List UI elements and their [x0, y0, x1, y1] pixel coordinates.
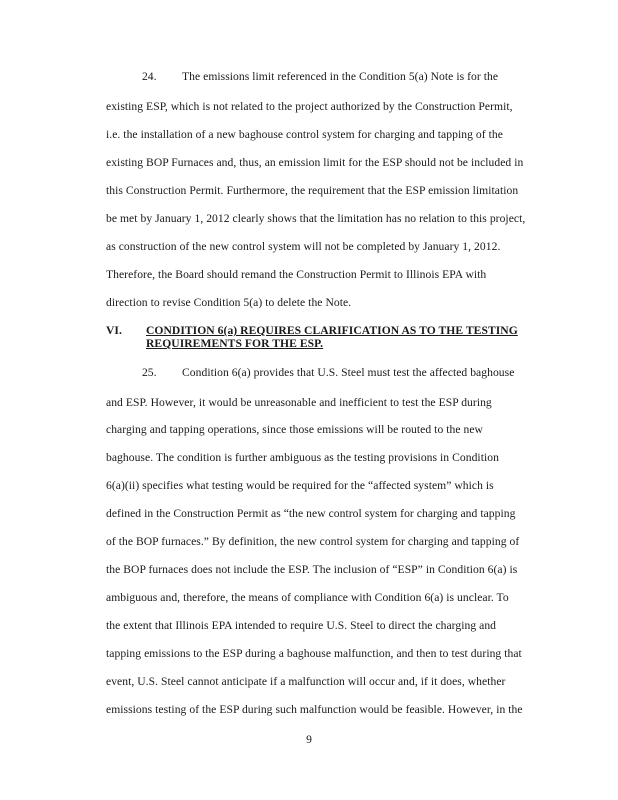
- paragraph-line: i.e. the installation of a new baghouse control system for charging and tapping of the: [106, 128, 503, 141]
- section-heading: REQUIREMENTS FOR THE ESP.: [146, 337, 324, 350]
- paragraph-line: existing ESP, which is not related to the project authorized by the Construction Permit,: [106, 100, 513, 113]
- paragraph-line: event, U.S. Steel cannot anticipate if a malfunction will occur and, if it does, whether: [106, 675, 506, 688]
- section-numeral: VI.: [106, 324, 122, 337]
- paragraph-line: The emissions limit referenced in the Condition 5(a) Note is for the: [182, 70, 499, 83]
- paragraph-line: 6(a)(ii) specifies what testing would be required for the “affected system” which is: [106, 479, 494, 492]
- section-heading: CONDITION 6(a) REQUIRES CLARIFICATION AS TO THE TESTING: [146, 324, 518, 337]
- paragraph-line: and ESP. However, it would be unreasonable and inefficient to test the ESP during: [106, 396, 492, 409]
- paragraph-line: Condition 6(a) provides that U.S. Steel must test the affected baghouse: [182, 366, 515, 379]
- paragraph-line: the BOP furnaces does not include the ESP. The inclusion of “ESP” in Condition 6(a) is: [106, 563, 518, 576]
- paragraph-line: Therefore, the Board should remand the Construction Permit to Illinois EPA with: [106, 268, 487, 281]
- paragraph-line: charging and tapping operations, since those emissions will be routed to the new: [106, 423, 483, 436]
- paragraph-line: direction to revise Condition 5(a) to delete the Note.: [106, 296, 352, 309]
- paragraph-line: tapping emissions to the ESP during a baghouse malfunction, and then to test during that: [106, 647, 522, 660]
- paragraph-line: be met by January 1, 2012 clearly shows that the limitation has no relation to this project,: [106, 212, 526, 225]
- paragraph-number: 24.: [142, 70, 157, 83]
- paragraph-line: ambiguous and, therefore, the means of compliance with Condition 6(a) is unclear. To: [106, 591, 509, 604]
- paragraph-line: existing BOP Furnaces and, thus, an emission limit for the ESP should not be included in: [106, 156, 524, 169]
- paragraph-line: this Construction Permit. Furthermore, the requirement that the ESP emission limitation: [106, 184, 519, 197]
- page-number: 9: [306, 733, 312, 746]
- paragraph-line: of the BOP furnaces.” By definition, the new control system for charging and tapping of: [106, 535, 520, 548]
- paragraph-line: emissions testing of the ESP during such malfunction would be feasible. However, in the: [106, 703, 523, 716]
- paragraph-number: 25.: [142, 366, 157, 379]
- paragraph-line: baghouse. The condition is further ambiguous as the testing provisions in Condition: [106, 451, 499, 464]
- paragraph-line: the extent that Illinois EPA intended to require U.S. Steel to direct the charging and: [106, 619, 497, 632]
- paragraph-line: defined in the Construction Permit as “the new control system for charging and tapping: [106, 507, 516, 520]
- paragraph-line: as construction of the new control system will not be completed by January 1, 2012.: [106, 240, 501, 253]
